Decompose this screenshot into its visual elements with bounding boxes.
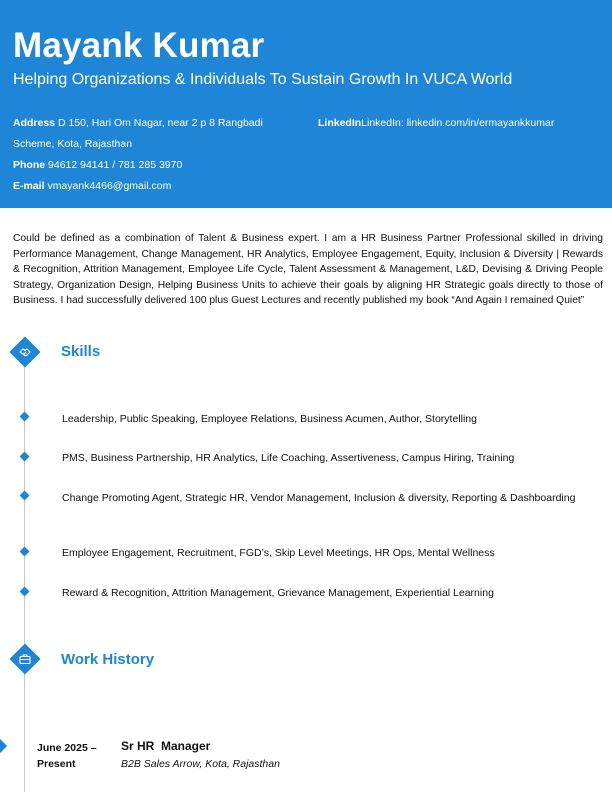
tagline: Helping Organizations & Individuals To Sustain Growth In VUCA World	[13, 71, 513, 88]
phone-value: 94612 94141 / 781 285 3970	[48, 159, 183, 171]
job-marker	[0, 739, 7, 753]
skill-bullet	[20, 547, 30, 557]
resume-header	[0, 0, 612, 208]
skill-item-5: Reward & Recognition, Attrition Management, Grievance Management, Experiential Learning	[62, 587, 494, 599]
skills-section-title: Skills	[61, 343, 101, 360]
professional-summary: Could be defined as a combination of Talent & Business expert. I am a HR Business Partner Professional skilled in driving Performance Management, Change Management, HR Analytics, Employee Engagement, Equity, Inclusion & Diversity | Rewards & Recognition, Attrition Management, Employee Life Cycle, Talent Assessment & Management, L&D, Devising & Driving People Strategy, Organization Design, Helping Business Units to achieve their goals by aligning HR Strategic goals directly to those of Business. I had successfully delivered 100 plus Guest Lectures and recently published my book “And Again I remained Quiet”	[13, 233, 603, 307]
work-history-section-marker	[9, 643, 40, 674]
skill-item-4: Employee Engagement, Recruitment, FGD’s, Skip Level Meetings, HR Ops, Mental Wellness	[62, 547, 495, 559]
linkedin-value[interactable]: LinkedIn: linkedin.com/in/ermayankkumar	[361, 117, 555, 129]
candidate-name: Mayank Kumar	[13, 26, 265, 65]
skill-item-3: Change Promoting Agent, Strategic HR, Vendor Management, Inclusion & diversity, Reporting & Dashboarding	[62, 492, 576, 504]
job-company: B2B Sales Arrow, Kota, Rajasthan	[121, 758, 280, 770]
job-dates: June 2025 – Present	[37, 742, 97, 770]
email-line	[13, 179, 171, 193]
phone-label: Phone	[13, 159, 46, 171]
linkedin-line	[318, 116, 554, 130]
skills-section-marker	[9, 336, 40, 367]
skill-bullet	[20, 452, 30, 462]
address-label: Address	[13, 117, 56, 129]
email-label: E-mail	[13, 180, 45, 192]
work-history-section-title: Work History	[61, 651, 155, 668]
skill-item-2: PMS, Business Partnership, HR Analytics, Life Coaching, Assertiveness, Campus Hiring, Training	[62, 452, 515, 464]
skill-item-1: Leadership, Public Speaking, Employee Relations, Business Acumen, Author, Storytelling	[62, 413, 477, 425]
job-title: Sr HR Manager	[121, 739, 211, 753]
phone-line	[13, 158, 182, 172]
skill-bullet	[20, 491, 30, 501]
briefcase-icon	[19, 653, 31, 665]
address-line-1	[13, 116, 263, 130]
address-value: D 150, Hari Om Nagar, near 2 p 8 Rangbadi	[57, 117, 263, 129]
skill-bullet	[20, 587, 30, 597]
skill-bullet	[20, 412, 30, 422]
address-line-2: Scheme, Kota, Rajasthan	[13, 138, 133, 150]
linkedin-label: LinkedIn	[318, 117, 362, 129]
handshake-icon	[19, 346, 31, 358]
email-value[interactable]: vmayank4466@gmail.com	[47, 180, 172, 192]
